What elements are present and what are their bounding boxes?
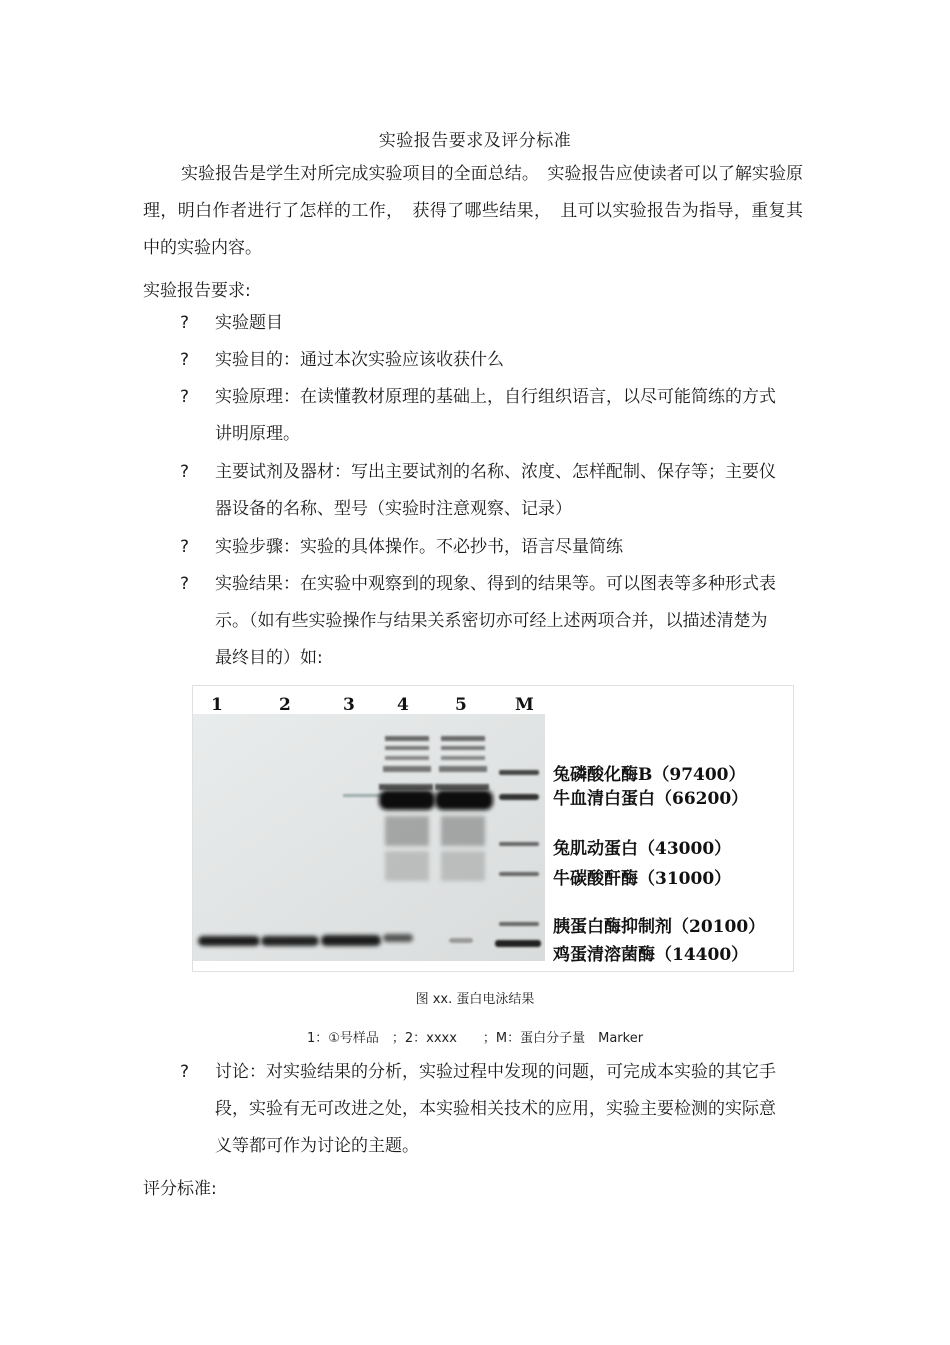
page-title: 实验报告要求及评分标准 bbox=[378, 131, 572, 151]
bullet-marker: ? bbox=[180, 1062, 190, 1082]
lane-label-m: M bbox=[515, 695, 534, 715]
list-item-text: 实验目的：通过本次实验应该收获什么 bbox=[215, 350, 504, 370]
list-item-text: 实验题目 bbox=[215, 313, 283, 333]
list-item bbox=[180, 566, 780, 677]
bullet-marker: ? bbox=[180, 387, 190, 407]
lane-label-5: 5 bbox=[455, 695, 467, 715]
list-item-text: 实验步骤：实验的具体操作。不必抄书，语言尽量简练 bbox=[215, 537, 623, 557]
bullet-marker: ? bbox=[180, 313, 190, 333]
list-item bbox=[180, 379, 780, 453]
bullet-marker: ? bbox=[180, 350, 190, 370]
bullet-marker: ? bbox=[180, 462, 190, 482]
list-item-text: 实验原理：在读懂教材原理的基础上，自行组织语言，以尽可能简练的方式讲明原理。 bbox=[215, 387, 776, 444]
lane-label-3: 3 bbox=[343, 695, 355, 715]
grading-heading: 评分标准: bbox=[143, 1179, 217, 1199]
bullet-marker: ? bbox=[180, 537, 190, 557]
figure-caption: 图 xx. 蛋白电泳结果 bbox=[415, 992, 535, 1007]
marker-label-20100: 胰蛋白酶抑制剂（20100） bbox=[553, 917, 766, 937]
lane-label-4: 4 bbox=[397, 695, 409, 715]
list-item-discussion bbox=[180, 1054, 780, 1165]
marker-label-97400: 兔磷酸化酶B（97400） bbox=[553, 765, 746, 785]
list-item bbox=[180, 342, 780, 379]
intro-paragraph: 实验报告是学生对所完成实验项目的全面总结。 实验报告应使读者可以了解实验原理，明白作者进行了怎样的工作， 获得了哪些结果， 且可以实验报告为指导，重复其中的实验内容。 bbox=[143, 164, 803, 258]
list-item bbox=[180, 529, 780, 566]
marker-label-43000: 兔肌动蛋白（43000） bbox=[553, 839, 732, 859]
marker-label-14400: 鸡蛋清溶菌酶（14400） bbox=[553, 945, 749, 965]
marker-label-31000: 牛碳酸酐酶（31000） bbox=[553, 869, 732, 889]
marker-label-66200: 牛血清白蛋白（66200） bbox=[553, 789, 749, 809]
list-item bbox=[180, 454, 780, 528]
list-item-text: 主要试剂及器材：写出主要试剂的名称、浓度、怎样配制、保存等；主要仪器设备的名称、型号（实验时注意观察、记录） bbox=[215, 462, 776, 519]
lane-label-1: 1 bbox=[211, 695, 223, 715]
gel-image bbox=[193, 686, 793, 971]
list-item bbox=[180, 305, 780, 342]
requirements-heading: 实验报告要求: bbox=[143, 281, 251, 301]
lane-label-2: 2 bbox=[279, 695, 291, 715]
list-item-text: 讨论：对实验结果的分析，实验过程中发现的问题，可完成本实验的其它手段，实验有无可改进之处，本实验相关技术的应用，实验主要检测的实际意义等都可作为讨论的主题。 bbox=[215, 1062, 776, 1156]
bullet-marker: ? bbox=[180, 574, 190, 594]
figure-legend: 1：①号样品 ；2：xxxx ；M：蛋白分子量 Marker bbox=[306, 1031, 644, 1046]
gel-background bbox=[193, 714, 545, 961]
gel-electrophoresis-figure bbox=[192, 685, 794, 972]
list-item-text: 实验结果：在实验中观察到的现象、得到的结果等。可以图表等多种形式表示。（如有些实验操作与结果关系密切亦可经上述两项合并，以描述清楚为最终目的）如: bbox=[215, 574, 776, 668]
